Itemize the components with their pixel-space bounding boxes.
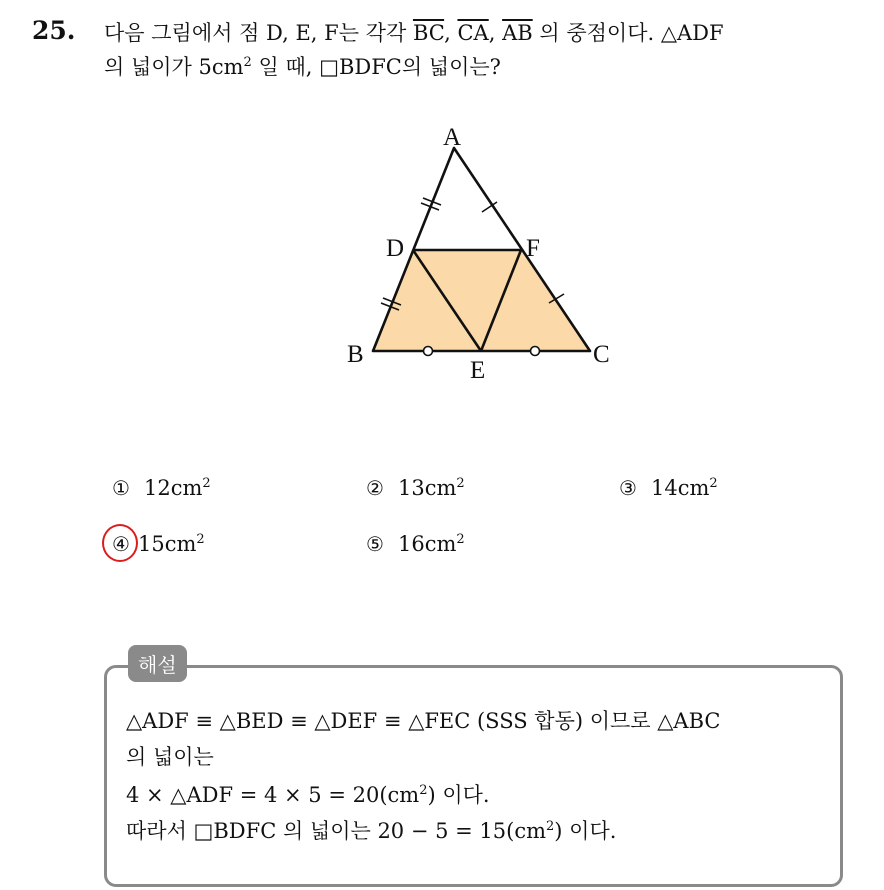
segment-ca: $\overline{CA}$ [457, 21, 489, 45]
label-f: F [526, 235, 540, 262]
choice-value: $14cm^2$ [651, 476, 718, 500]
selection-circle [102, 524, 138, 562]
separator-comma: , [444, 21, 451, 45]
choice-value: $15cm^2$ [138, 532, 205, 556]
choice-4[interactable] [110, 532, 205, 556]
choice-number: ① [112, 476, 130, 500]
choice-value: $16cm^2$ [398, 532, 465, 556]
choice-number: ③ [619, 476, 637, 500]
choice-number: ② [366, 476, 384, 500]
label-c: C [593, 341, 610, 368]
explanation-line-4: 따라서 □BDFC 의 넓이는 $20 - 5 = 15(cm^2)$ 이다. [126, 819, 617, 843]
segment-ab: $\overline{AB}$ [502, 21, 533, 45]
question-line2-start: 의 넓이가 5cm [104, 55, 244, 79]
explanation-line-1: △ADF ≡ △BED ≡ △DEF ≡ △FEC (SSS 합동) 이므로 △ABC [126, 709, 721, 733]
explanation-line-3: 4 × △ADF = $4 \times 5 = 20(cm^2)$ 이다. [126, 783, 490, 807]
label-a: A [443, 124, 462, 151]
explanation-box [104, 665, 843, 887]
choice-value: $12cm^2$ [144, 476, 211, 500]
separator-comma: , [488, 21, 496, 45]
explanation-tag: 해설 [128, 645, 187, 682]
choice-2[interactable] [364, 476, 465, 500]
question-line1-end: 의 중점이다. △ADF [539, 21, 724, 45]
choice-value: $13cm^2$ [398, 476, 465, 500]
question-line1-start: 다음 그림에서 점 D, E, F는 각각 [104, 21, 407, 45]
circle-mark [531, 347, 540, 356]
label-e: E [470, 357, 486, 384]
choice-1[interactable] [110, 476, 211, 500]
question-number: 25. [32, 16, 76, 45]
choice-3[interactable] [617, 476, 718, 500]
choice-number: ④ [112, 532, 130, 556]
circle-mark [424, 347, 433, 356]
question-line2-end: 일 때, □BDFC의 넓이는? [258, 55, 501, 79]
label-d: D [386, 235, 405, 262]
segment-bc: $\overline{BC}$ [412, 21, 445, 45]
superscript: 2 [243, 55, 252, 70]
choice-5[interactable] [364, 532, 465, 556]
label-b: B [347, 341, 364, 368]
explanation-line-2: 의 넓이는 [126, 745, 214, 769]
choice-number: ⑤ [366, 532, 384, 556]
